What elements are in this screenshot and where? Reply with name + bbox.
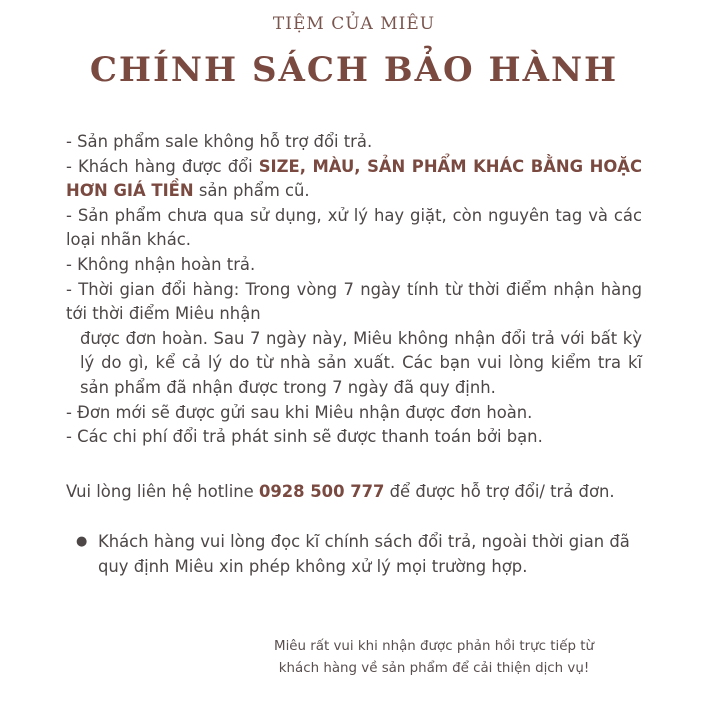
policy-note — [76, 530, 642, 579]
policy-list — [66, 130, 642, 450]
policy-item-exchange — [66, 155, 642, 204]
policy-note-text: Khách hàng vui lòng đọc kĩ chính sách đổi trả, ngoài thời gian đã quy định Miêu xin phép không xử lý mọi trường hợp. — [98, 532, 630, 576]
hotline-line — [66, 480, 666, 505]
shop-name: TIỆM CỦA MIÊU — [272, 14, 436, 34]
policy-item-condition: - Sản phẩm chưa qua sử dụng, xử lý hay giặt, còn nguyên tag và các loại nhãn khác. — [66, 205, 642, 250]
policy-item-exchange-suffix: sản phẩm cũ. — [193, 181, 310, 201]
page-title: CHÍNH SÁCH BẢO HÀNH — [89, 50, 619, 90]
policy-item-time-limit: - Thời gian đổi hàng: Trong vòng 7 ngày tính từ thời điểm nhận hàng tới thời điểm Miêu nhận — [66, 279, 642, 324]
policy-item-fees: - Các chi phí đổi trả phát sinh sẽ được thanh toán bởi bạn. — [66, 427, 543, 447]
hotline-number: 0928 500 777 — [258, 482, 385, 501]
policy-item-no-refund: - Không nhận hoàn trả. — [66, 254, 256, 274]
feedback-message — [234, 636, 634, 680]
policy-item-time-limit-continued: được đơn hoàn. Sau 7 ngày này, Miêu không nhận đổi trả với bất kỳ lý do gì, kể cả lý do từ nhà sản xuất. Các bạn vui lòng kiểm tra kĩ sản phẩm đã nhận được trong 7 ngày đã quy định. — [80, 328, 642, 397]
policy-item-exchange-prefix: - Khách hàng được đổi — [66, 156, 259, 176]
exchange-conditions-highlight: SIZE, MÀU, SẢN PHẨM KHÁC BẰNG HOẶC HƠN GIÁ TIỀN — [66, 156, 642, 201]
hotline-prefix: Vui lòng liên hệ hotline — [66, 482, 259, 501]
bullet-icon: ● — [76, 534, 88, 549]
hotline-suffix: để được hỗ trợ đổi/ trả đơn. — [384, 482, 615, 501]
policy-item-sale: - Sản phẩm sale không hỗ trợ đổi trả. — [66, 132, 373, 151]
policy-item-new-order: - Đơn mới sẽ được gửi sau khi Miêu nhận được đơn hoàn. — [66, 402, 533, 422]
feedback-line-2: khách hàng về sản phẩm để cải thiện dịch vụ! — [278, 661, 590, 676]
feedback-line-1: Miêu rất vui khi nhận được phản hồi trực tiếp từ — [274, 639, 594, 654]
